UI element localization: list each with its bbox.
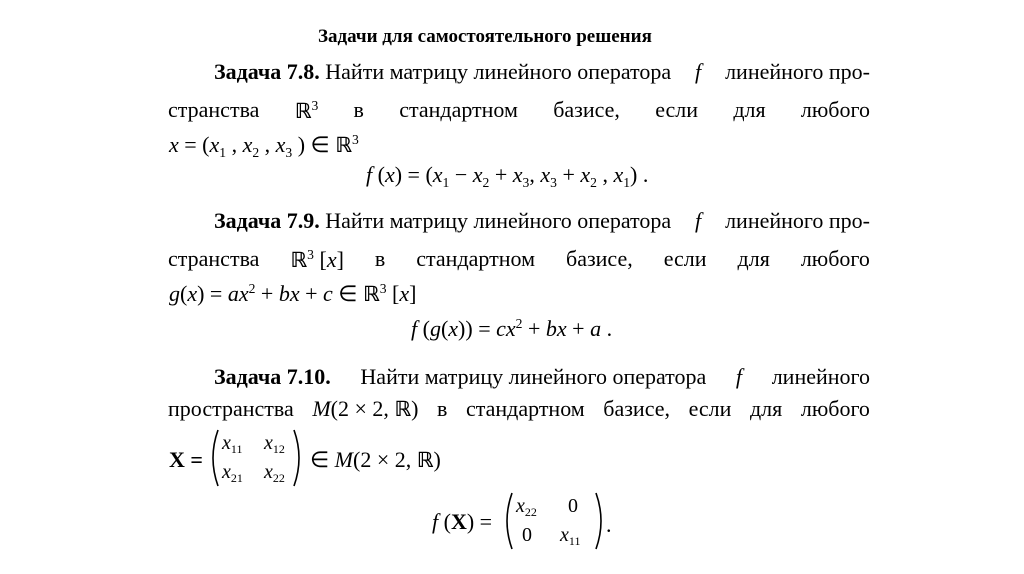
word: базисе, xyxy=(603,396,671,421)
problem-7-8-text: Найти матрицу линейного оператора xyxy=(325,59,672,84)
problem-7-9-line1 xyxy=(214,210,870,232)
word: любого xyxy=(800,97,870,122)
word: базисе, xyxy=(566,246,633,271)
word: в xyxy=(353,97,364,122)
problem-7-10-text: Найти матрицу линейного оператора xyxy=(360,364,707,389)
word: если xyxy=(688,396,732,421)
word: стандартном xyxy=(399,97,518,122)
word: для xyxy=(737,246,770,271)
word: пространства xyxy=(168,396,294,421)
operator-f: f xyxy=(695,59,702,84)
problem-7-8-line2 xyxy=(168,99,870,122)
word: странства xyxy=(168,246,260,271)
word: в xyxy=(374,246,386,271)
problem-7-9-line2 xyxy=(168,248,870,271)
problem-7-10-label: Задача 7.10. xyxy=(214,364,331,389)
operator-f: f xyxy=(735,364,743,389)
matrix-x-label: X = xyxy=(169,447,203,472)
problem-7-9-text: Найти матрицу линейного оператора xyxy=(325,208,672,233)
formula-7-9-domain: $g(x) = ax^2$ + bx + c ∈ ℝ$^3$ [x] xyxy=(169,281,417,307)
word: для xyxy=(749,396,783,421)
problem-7-10-line1 xyxy=(214,366,870,388)
word: странства xyxy=(168,97,260,122)
problem-7-8-text-end: линейного про- xyxy=(725,59,870,84)
page-title: Задачи для самостоятельного решения xyxy=(318,26,652,47)
word: если xyxy=(663,246,707,271)
problem-7-9-label: Задача 7.9. xyxy=(214,208,320,233)
matrix-brackets xyxy=(206,428,306,488)
word: в xyxy=(437,396,448,421)
formula-7-8-operator: f $(x) = (x_1 - x_2 + x_3$, $x_3 + x_2$ , $x_1$) . xyxy=(366,162,649,190)
formula-7-10-lhs: f (X) = xyxy=(432,509,493,534)
word: любого xyxy=(800,396,870,421)
matrix-x-space: ∈ M(2 × 2, ℝ) xyxy=(310,447,441,472)
formula-7-10-end: . xyxy=(606,512,612,537)
operator-f: f xyxy=(695,208,702,233)
problem-7-10-line2 xyxy=(168,398,870,420)
space-r3: ℝ$^3$ xyxy=(294,98,319,124)
formula-7-8-domain: $x = (x_1$ , $x_2$ , $x_3$ ) ∈ ℝ$^3$ xyxy=(169,132,359,160)
word: стандартном xyxy=(465,396,585,421)
matrix-x: $x_{11}$ $x_{12}$ $x_{21}$ $x_{22}$ xyxy=(206,428,306,488)
matrix-fx: $x_{22}$ 0 0 $x_{11}$ xyxy=(500,491,606,551)
problem-7-8-label: Задача 7.8. xyxy=(214,59,320,84)
problem-7-10-text-end: линейного xyxy=(771,364,870,389)
word: базисе, xyxy=(553,97,620,122)
word: стандартном xyxy=(416,246,536,271)
formula-7-9-operator: f $(g(x)) = cx^2$ + bx + a . xyxy=(411,316,613,342)
word: для xyxy=(733,97,766,122)
space-m22: M(2 × 2, ℝ) xyxy=(312,396,419,421)
word: любого xyxy=(800,246,870,271)
problem-7-8-line1 xyxy=(214,61,870,83)
problem-7-9-text-end: линейного про- xyxy=(725,208,870,233)
space-r3x: ℝ$^3$ [x] xyxy=(290,247,344,273)
word: если xyxy=(655,97,699,122)
